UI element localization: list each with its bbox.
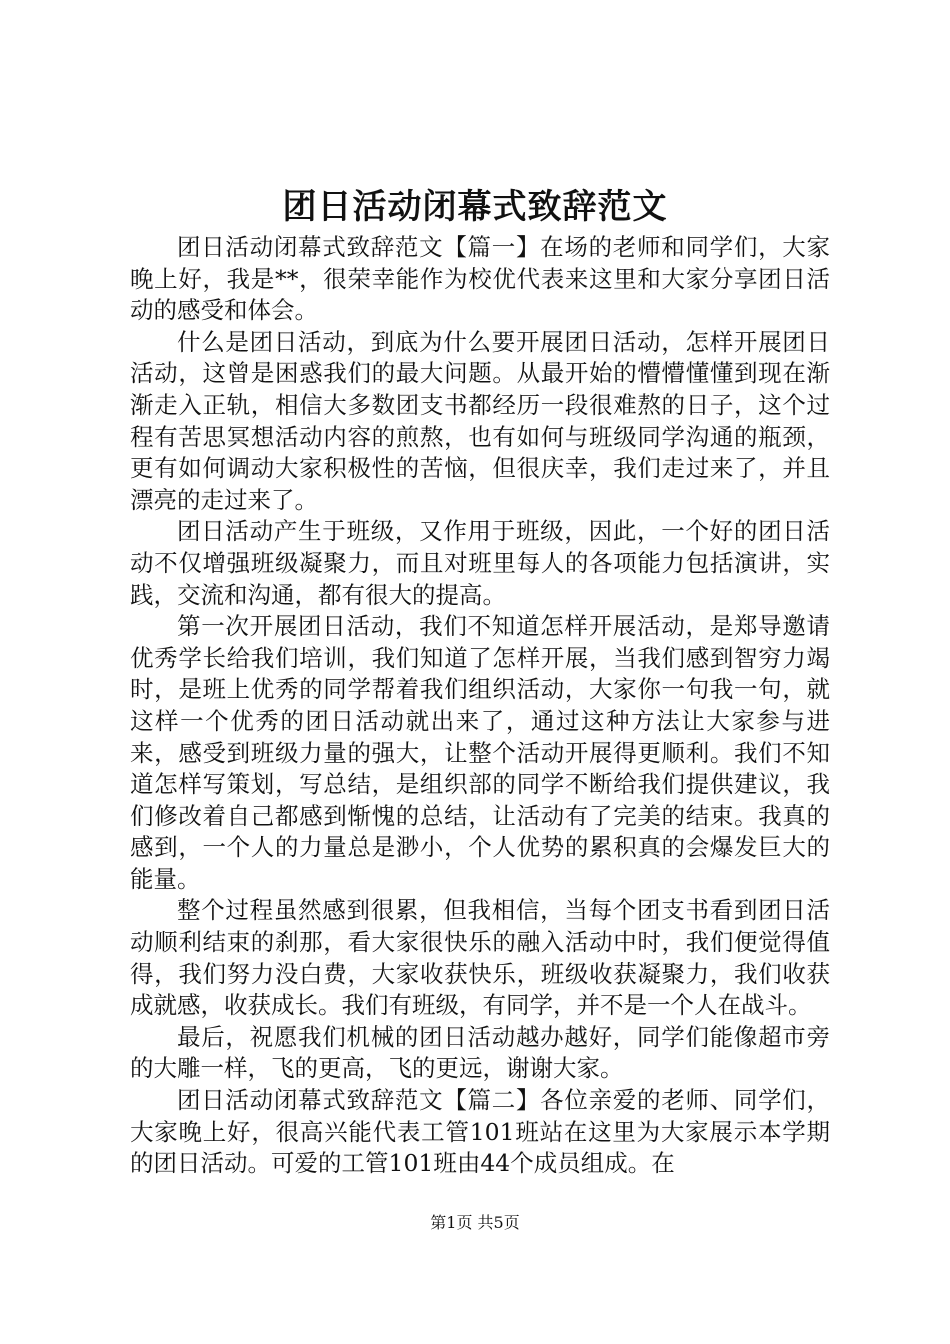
paragraph: 什么是团日活动，到底为什么要开展团日活动，怎样开展团日活动，这曾是困惑我们的最大问题。从最开始的懵懵懂懂到现在渐渐走入正轨，相信大多数团支书都经历一段很难熬的日子，这个过程有苦思冥想活动内容的煎熬，也有如何与班级同学沟通的瓶颈，更有如何调动大家积极性的苦恼，但很庆幸，我们走过来了，并且漂亮的走过来了。: [130, 327, 830, 514]
document-title: 团日活动闭幕式致辞范文: [282, 187, 668, 227]
paragraph: 团日活动产生于班级，又作用于班级，因此，一个好的团日活动不仅增强班级凝聚力，而且对班里每人的各项能力包括演讲，实践，交流和沟通，都有很大的提高。: [130, 517, 830, 609]
paragraph: 第一次开展团日活动，我们不知道怎样开展活动，是郑导邀请优秀学长给我们培训，我们知道了怎样开展，当我们感到智穷力竭时，是班上优秀的同学帮着我们组织活动，大家你一句我一句，就这样一个优秀的团日活动就出来了，通过这种方法让大家参与进来，感受到班级力量的强大，让整个活动开展得更顺利。我们不知道怎样写策划，写总结，是组织部的同学不断给我们提供建议，我们修改着自己都感到惭愧的总结，让活动有了完美的结束。我真的感到，一个人的力量总是渺小，个人优势的累积真的会爆发巨大的能量。: [130, 612, 830, 893]
paragraph: 团日活动闭幕式致辞范文【篇一】在场的老师和同学们，大家晚上好，我是**，很荣幸能作为校优代表来这里和大家分享团日活动的感受和体会。: [130, 233, 830, 325]
page-number-footer: 第1页 共5页: [430, 1213, 520, 1232]
document-body: [130, 232, 830, 1180]
paragraph: 团日活动闭幕式致辞范文【篇二】各位亲爱的老师、同学们，大家晚上好，很高兴能代表工管101班站在这里为大家展示本学期的团日活动。可爱的工管101班由44个成员组成。在: [130, 1086, 830, 1178]
paragraph: 最后，祝愿我们机械的团日活动越办越好，同学们能像超市旁的大雕一样，飞的更高，飞的更远，谢谢大家。: [130, 1022, 830, 1083]
paragraph: 整个过程虽然感到很累，但我相信，当每个团支书看到团日活动顺利结束的刹那，看大家很快乐的融入活动中时，我们便觉得值得，我们努力没白费，大家收获快乐，班级收获凝聚力，我们收获成就感，收获成长。我们有班级，有同学，并不是一个人在战斗。: [130, 896, 830, 1020]
